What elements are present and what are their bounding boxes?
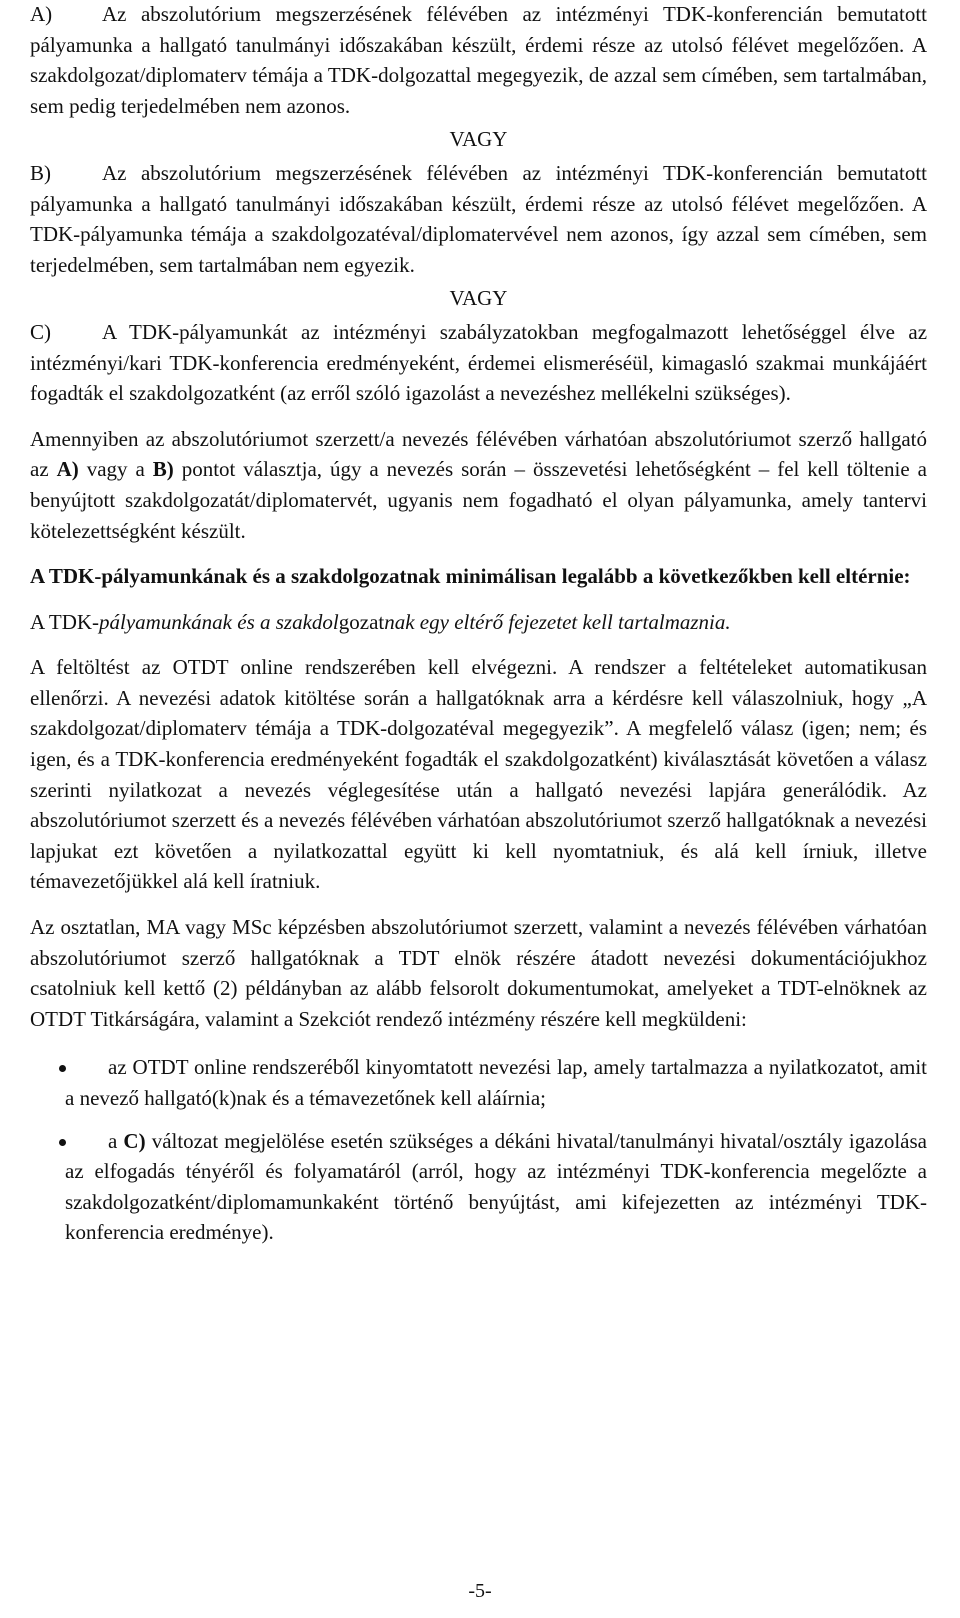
required-documents-list xyxy=(30,1052,927,1248)
option-c-paragraph xyxy=(30,317,927,409)
list-item xyxy=(65,1126,927,1248)
requirement-text-2: gozat xyxy=(338,609,385,634)
list-item xyxy=(65,1052,927,1113)
option-c-text: lehetőséggel élve az intézményi/kari TDK-konferencia eredményeként, érdemei elismeréséül, kimagasló szakmai munkájáért fogadták el szakdolgozatként (az erről szóló igazolást a nevezéshez mellékelni szükséges). xyxy=(30,319,928,406)
page-number: -5- xyxy=(468,1580,492,1602)
page-content xyxy=(30,0,927,1260)
comparison-text-3: pontot választja, úgy a nevezés során – összevetési lehetőségként – fel kell töltenie a benyújtott szakdolgozatát/diplomatervét, ugyanis nem fogadható el olyan pályamunka, amely tantervi kötelezettségként készült. xyxy=(30,457,927,543)
requirement-text-1: A TDK- xyxy=(30,609,100,634)
option-b-paragraph xyxy=(30,158,927,280)
comparison-text-2: vagy a xyxy=(78,457,153,482)
list-item-text-post: változat megjelölése esetén szükséges a dékáni hivatal/tanulmányi hivatal/osztály igazolása az elfogadás tényéről és folyamatáról (arról, hogy az intézményi TDK-konferencia megelőzte a szakdolgozatként/diplomamunkaként történő benyújtást, ami kifejezetten az intézményi TDK-konferencia eredménye). xyxy=(65,1128,927,1245)
option-a-text: bemutatott pályamunka a hallgató tanulmányi időszakában készült, érdemi része az utolsó félévet megelőzően. A szakdolgozat/diplomaterv témája a TDK-dolgozattal megegyezik, de azzal sem címében, sem tartalmában, sem pedig terjedelmében nem azonos. xyxy=(30,2,928,118)
option-a-label: A) xyxy=(30,2,53,26)
comparison-paragraph xyxy=(30,424,927,546)
list-item-text: az OTDT online rendszeréből kinyomtatott nevezési lap, amely tartalmazza a nyilatkozatot, amit a nevező hallgató(k)nak és a témavezetőnek kell aláírnia; xyxy=(65,1055,927,1110)
option-c-first-line: A TDK-pályamunkát az intézményi szabályzatokban megfogalmazott xyxy=(102,319,729,344)
upload-paragraph: A feltöltést az OTDT online rendszerében kell elvégezni. A rendszer a feltételeket automatikusan ellenőrzi. A nevezési adatok kitöltése során a hallgatóknak arra a kérdésre kell válaszolniuk, hogy „A szakdolgozat/diplomaterv témája a TDK-dolgozatéval megegyezik”. A megfelelő válasz (igen; nem; és igen, és a TDK-konferencia eredményeként fogadták el szakdolgozatként) kiválasztását követően a válasz szerinti nyilatkozat a nevezés véglegesítése után a hallgató nevezési lapjára generálódik. Az abszolutóriumot szerzett és a nevezés félévében várhatóan abszolutóriumot szerző hallgatóknak a nevezési lapjukat ezt követően a nyilatkozattal együtt ki kell nyomtatniuk, és alá kell írniuk, illetve témavezetőjükkel alá kell íratniuk. xyxy=(30,655,927,894)
or-separator-2: VAGY xyxy=(449,286,508,311)
option-a-first-line: Az abszolutórium megszerzésének félévében az intézményi TDK-konferencián xyxy=(102,2,823,26)
comparison-option-a: A) xyxy=(56,457,79,482)
option-b-first-line: Az abszolutórium megszerzésének félévében az intézményi TDK-konferencián xyxy=(102,160,823,185)
bullet-icon xyxy=(59,1065,66,1072)
requirement-heading: A TDK-pályamunkának és a szakdolgozatnak minimálisan legalább a következőkben kell eltérnie: xyxy=(30,564,911,589)
comparison-option-b: B) xyxy=(152,457,174,482)
option-c-label: C) xyxy=(30,319,51,344)
option-b-label: B) xyxy=(30,160,51,185)
requirement-italic-1: pályamunkának és a szakdol xyxy=(99,609,339,634)
option-a-paragraph xyxy=(30,0,927,121)
list-item-option-c: C) xyxy=(123,1128,146,1153)
bullet-icon xyxy=(59,1139,66,1146)
option-b-text: bemutatott pályamunka a hallgató tanulmányi időszakában készült, érdemi része az utolsó félévet megelőzően. A TDK-pályamunka témája a szakdolgozatéval/diplomatervével nem azonos, így azzal sem címében, sem terjedelmében, sem tartalmában nem egyezik. xyxy=(30,160,928,277)
requirement-line xyxy=(30,607,927,638)
documentation-paragraph: Az osztatlan, MA vagy MSc képzésben abszolutóriumot szerzett, valamint a nevezés félévében várhatóan abszolutóriumot szerző hallgatóknak a TDT elnök részére átadott nevezési dokumentációjukhoz csatolniuk kell kettő (2) példányban az alább felsorolt dokumentumokat, amelyeket a TDT-elnöknek az OTDT Titkárságára, valamint a Szekciót rendező intézmény részére kell megküldeni: xyxy=(30,915,927,1031)
requirement-italic-2: nak egy eltérő fejezetet kell tartalmaznia. xyxy=(384,609,731,634)
or-separator-1: VAGY xyxy=(449,127,508,152)
list-item-text-pre: a xyxy=(108,1128,124,1153)
comparison-text-1: Amennyiben az abszolutóriumot szerzett/a nevezés félévében várhatóan abszolutóriumot szerző hallgató az xyxy=(30,426,927,482)
